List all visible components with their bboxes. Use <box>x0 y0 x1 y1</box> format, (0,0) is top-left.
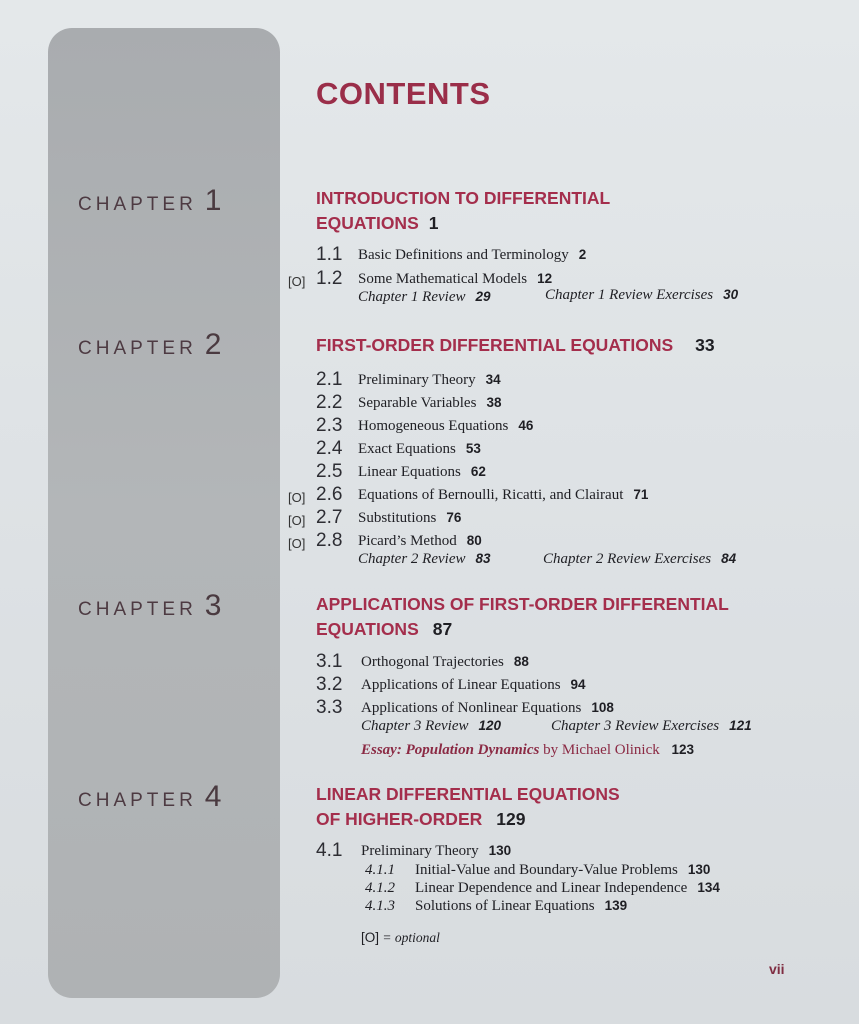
essay-title: Essay: Population Dynamics <box>361 742 540 758</box>
chapter-page: 87 <box>432 619 453 639</box>
section-page: 12 <box>537 271 553 286</box>
subsection-page: 130 <box>687 862 711 877</box>
section-page: 88 <box>513 654 529 669</box>
essay-entry[interactable] <box>361 742 694 759</box>
chapter-page: 129 <box>496 809 526 829</box>
toc-entry-2-7[interactable] <box>358 510 461 527</box>
section-number: 2.5 <box>316 461 343 482</box>
toc-entry-3-3[interactable] <box>361 700 614 717</box>
toc-entry-2-4[interactable] <box>358 441 481 458</box>
section-page: 94 <box>570 677 586 692</box>
toc-subentry-4-1-3[interactable] <box>415 898 627 915</box>
optional-footnote <box>361 930 440 946</box>
chapter-3-title[interactable] <box>316 592 729 642</box>
chapter-label-4 <box>78 780 221 814</box>
subsection-number: 4.1.2 <box>365 880 395 896</box>
section-page: 2 <box>578 247 587 262</box>
section-title: Linear Equations <box>358 464 461 480</box>
essay-author: by Michael Olinick <box>543 742 660 758</box>
section-number: 2.6 <box>316 484 343 505</box>
toc-entry-2-1[interactable] <box>358 372 501 389</box>
section-page: 108 <box>591 700 614 715</box>
toc-entry-2-6[interactable] <box>358 487 648 504</box>
chapter-word: CHAPTER <box>78 790 197 811</box>
toc-entry-3-1[interactable] <box>361 654 529 671</box>
optional-marker: [O] <box>288 536 306 551</box>
chapter-title-line-1: LINEAR DIFFERENTIAL EQUATIONS <box>316 784 620 804</box>
chapter-title-line-2: EQUATIONS <box>316 619 419 639</box>
review-page: 83 <box>475 551 491 566</box>
review-exercises-page: 84 <box>721 551 737 566</box>
chapter-3-review[interactable] <box>361 718 501 735</box>
section-title: Substitutions <box>358 510 437 526</box>
toc-entry-1-1[interactable] <box>358 247 586 264</box>
section-page: 71 <box>633 487 649 502</box>
chapter-word: CHAPTER <box>78 194 197 215</box>
chapter-number: 2 <box>204 328 222 361</box>
toc-subentry-4-1-2[interactable] <box>415 880 720 897</box>
toc-entry-4-1[interactable] <box>361 843 511 860</box>
section-number: 1.1 <box>316 244 343 265</box>
review-exercises-page: 121 <box>729 718 752 733</box>
chapter-2-review[interactable] <box>358 551 491 568</box>
section-title: Basic Definitions and Terminology <box>358 247 569 263</box>
section-number: 3.1 <box>316 651 343 672</box>
section-number: 3.3 <box>316 697 343 718</box>
section-title: Preliminary Theory <box>361 843 479 859</box>
section-title: Preliminary Theory <box>358 372 476 388</box>
section-number: 1.2 <box>316 268 343 289</box>
section-page: 53 <box>465 441 481 456</box>
section-number: 2.1 <box>316 369 343 390</box>
chapter-1-review[interactable] <box>358 289 491 306</box>
section-page: 130 <box>488 843 512 858</box>
section-number: 2.8 <box>316 530 343 551</box>
review-label: Chapter 2 Review <box>358 551 466 567</box>
chapter-label-1 <box>78 184 221 218</box>
subsection-title: Initial-Value and Boundary-Value Problems <box>415 862 678 878</box>
toc-entry-2-8[interactable] <box>358 533 482 550</box>
review-page: 29 <box>475 289 491 304</box>
chapter-word: CHAPTER <box>78 599 197 620</box>
page-number: vii <box>769 961 785 977</box>
section-title: Orthogonal Trajectories <box>361 654 504 670</box>
review-exercises-label: Chapter 3 Review Exercises <box>551 718 720 734</box>
subsection-title: Solutions of Linear Equations <box>415 898 595 914</box>
section-title: Picard’s Method <box>358 533 457 549</box>
review-exercises-label: Chapter 1 Review Exercises <box>545 287 714 303</box>
section-number: 4.1 <box>316 840 343 861</box>
subsection-title: Linear Dependence and Linear Independence <box>415 880 688 896</box>
chapter-4-title[interactable] <box>316 782 620 832</box>
chapter-3-review-exercises[interactable] <box>551 718 752 735</box>
chapter-sidebar <box>48 28 280 998</box>
subsection-page: 134 <box>697 880 720 895</box>
chapter-label-3 <box>78 589 221 623</box>
section-title: Separable Variables <box>358 395 477 411</box>
section-title: Exact Equations <box>358 441 456 457</box>
chapter-2-title[interactable] <box>316 333 715 358</box>
toc-entry-2-3[interactable] <box>358 418 533 435</box>
chapter-number: 1 <box>204 184 222 217</box>
chapter-1-title[interactable] <box>316 186 610 236</box>
footnote-text: = optional <box>382 930 440 945</box>
chapter-title-line-1: APPLICATIONS OF FIRST-ORDER DIFFERENTIAL <box>316 594 729 614</box>
optional-marker: [O] <box>288 274 306 289</box>
section-title: Homogeneous Equations <box>358 418 509 434</box>
subsection-number: 4.1.1 <box>365 862 395 878</box>
section-title: Equations of Bernoulli, Ricatti, and Clairaut <box>358 487 624 503</box>
section-page: 38 <box>486 395 502 410</box>
footnote-symbol: [O] <box>361 930 380 945</box>
chapter-number: 3 <box>204 589 222 622</box>
subsection-page: 139 <box>604 898 628 913</box>
section-title: Some Mathematical Models <box>358 271 528 287</box>
chapter-1-review-exercises[interactable] <box>545 287 738 304</box>
chapter-label-2 <box>78 328 221 362</box>
toc-entry-1-2[interactable] <box>358 271 552 288</box>
section-page: 34 <box>485 372 501 387</box>
review-label: Chapter 1 Review <box>358 289 466 305</box>
section-page: 62 <box>470 464 486 479</box>
review-page: 120 <box>478 718 502 733</box>
section-page: 80 <box>466 533 482 548</box>
optional-marker: [O] <box>288 513 306 528</box>
chapter-title-line-2: OF HIGHER-ORDER <box>316 809 483 829</box>
chapter-page: 1 <box>428 213 439 233</box>
essay-page: 123 <box>671 742 695 757</box>
section-number: 2.2 <box>316 392 343 413</box>
chapter-title-line-1: INTRODUCTION TO DIFFERENTIAL <box>316 188 611 208</box>
review-label: Chapter 3 Review <box>361 718 469 734</box>
review-exercises-page: 30 <box>723 287 739 302</box>
section-page: 76 <box>446 510 462 525</box>
chapter-page: 33 <box>695 335 715 355</box>
chapter-number: 4 <box>204 780 222 813</box>
optional-marker: [O] <box>288 490 306 505</box>
section-number: 2.4 <box>316 438 343 459</box>
section-page: 46 <box>518 418 534 433</box>
review-exercises-label: Chapter 2 Review Exercises <box>543 551 712 567</box>
chapter-word: CHAPTER <box>78 338 197 359</box>
page-title: CONTENTS <box>316 76 491 111</box>
section-number: 3.2 <box>316 674 343 695</box>
chapter-title-line-2: EQUATIONS <box>316 213 419 233</box>
subsection-number: 4.1.3 <box>365 898 395 914</box>
toc-entry-3-2[interactable] <box>361 677 586 694</box>
section-number: 2.7 <box>316 507 343 528</box>
toc-entry-2-2[interactable] <box>358 395 501 412</box>
toc-entry-2-5[interactable] <box>358 464 486 481</box>
chapter-2-review-exercises[interactable] <box>543 551 736 568</box>
toc-subentry-4-1-1[interactable] <box>415 862 710 879</box>
section-title: Applications of Linear Equations <box>361 677 561 693</box>
section-title: Applications of Nonlinear Equations <box>361 700 582 716</box>
chapter-title-line-1: FIRST-ORDER DIFFERENTIAL EQUATIONS <box>316 335 674 355</box>
section-number: 2.3 <box>316 415 343 436</box>
